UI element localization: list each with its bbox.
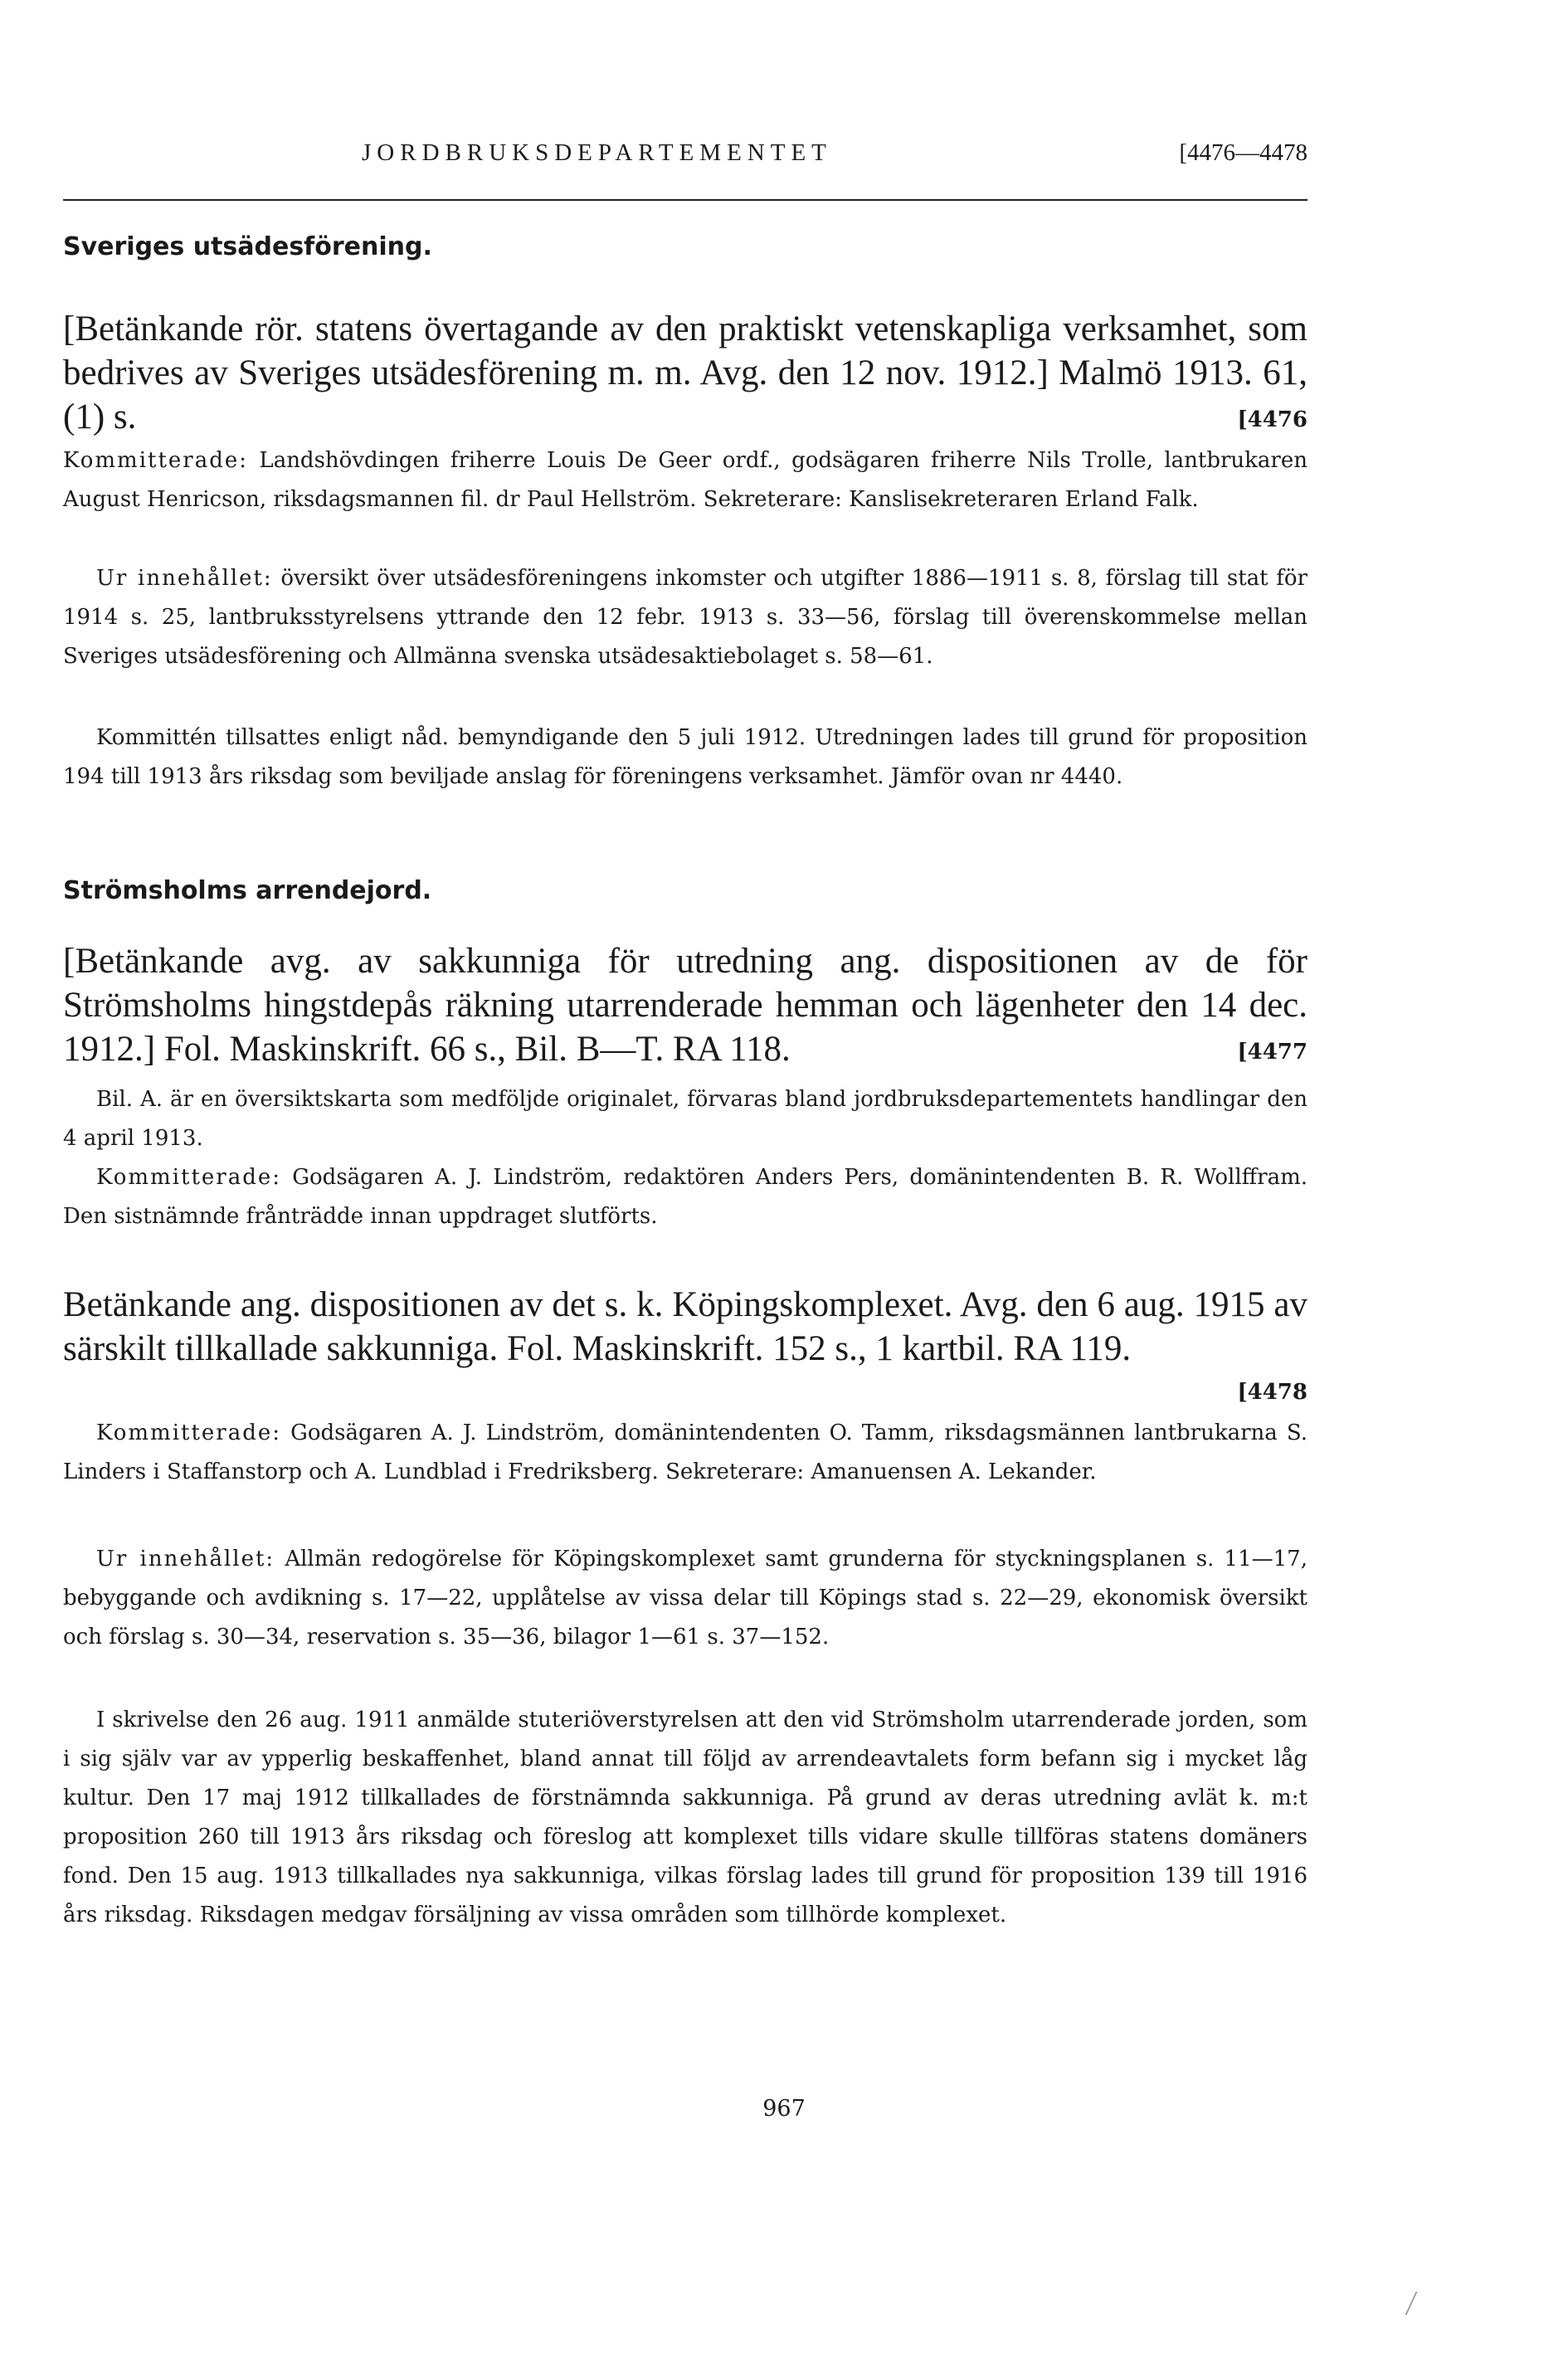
stray-pen-mark — [1405, 2292, 1432, 2315]
running-head-title: JORDBRUKSDEPARTEMENTET — [362, 139, 832, 166]
contents-label: Ur innehållet: — [96, 566, 273, 591]
running-head — [63, 139, 1307, 173]
page-number: 967 — [762, 2096, 806, 2122]
entry-4477-bil — [63, 1080, 1307, 1158]
committee-label: Kommitterade: — [63, 448, 249, 473]
running-head-range: [4476—4478 — [1179, 139, 1307, 166]
entry-4478-ref: [4478 — [1237, 1380, 1307, 1405]
entry-4476-ref: [4476 — [1237, 407, 1307, 432]
entry-4478-committee — [63, 1414, 1307, 1492]
committee-label: Kommitterade: — [96, 1165, 282, 1190]
entry-4476-title-block — [63, 307, 1307, 442]
entry-4477-committee — [63, 1158, 1307, 1236]
entry-4478-title: Betänkande ang. dispositionen av det s. k. Köpingskomplexet. Avg. den 6 aug. 1915 av särskilt tillkallade sakkunniga. Fol. Maskinskrift. 152 s., 1 kartbil. RA 119. — [63, 1285, 1307, 1368]
entry-4476-committee — [63, 441, 1307, 519]
entry-4476-heading: Sveriges utsädesförening. — [63, 232, 432, 261]
entry-4477-title-block — [63, 939, 1307, 1074]
bil-text: Bil. A. är en översiktskarta som medföljde originalet, förvaras bland jordbruksdepartementets handlingar den 4 april 1913. — [63, 1087, 1307, 1151]
committee-text: Godsägaren A. J. Lindström, domänintendenten O. Tamm, riksdagsmännen lantbrukarna S. Linders i Staffanstorp och A. Lundblad i Fredriksberg. Sekreterare: Amanuensen A. Lekander. — [63, 1420, 1307, 1484]
entry-4478-title-block — [63, 1283, 1307, 1415]
entry-4477-heading: Strömsholms arrendejord. — [63, 876, 432, 905]
entry-4476-title: [Betänkande rör. statens övertagande av den praktiskt vetenskapliga verksamhet, som bedrives av Sveriges utsädesförening m. m. Avg. den 12 nov. 1912.] Malmö 1913. 61, (1) s. — [63, 309, 1307, 436]
header-rule — [63, 199, 1307, 201]
contents-text: Allmän redogörelse för Köpingskomplexet samt grunderna för styckningsplanen s. 11—17, bebyggande och avdikning s. 17—22, upplåtelse av vissa delar till Köpings stad s. 22—29, ekonomisk översikt och förslag s. 30—34, reservation s. 35—36, bilagor 1—61 s. 37—152. — [63, 1547, 1307, 1649]
entry-4478-contents — [63, 1540, 1307, 1657]
committee-text: Godsägaren A. J. Lindström, redaktören Anders Pers, domänintendenten B. R. Wollffram. Den sistnämnde frånträdde innan uppdraget slutförts. — [63, 1165, 1308, 1229]
contents-text: översikt över utsädesföreningens inkomster och utgifter 1886—1911 s. 8, förslag till stat för 1914 s. 25, lantbruksstyrelsens yttrande den 12 febr. 1913 s. 33—56, förslag till överenskommelse mellan Sveriges utsädesförening och Allmänna svenska utsädesaktiebolaget s. 58—61. — [63, 566, 1307, 669]
contents-label: Ur innehållet: — [96, 1547, 275, 1571]
entry-4476-note — [63, 719, 1307, 797]
entry-4476-contents — [63, 559, 1307, 676]
entry-4477-ref: [4477 — [1237, 1040, 1307, 1065]
note-text: Kommittén tillsattes enligt nåd. bemyndigande den 5 juli 1912. Utredningen lades till grund för proposition 194 till 1913 års riksdag som beviljade anslag för föreningens verksamhet. Jämför ovan nr 4440. — [63, 725, 1307, 789]
committee-text: Landshövdingen friherre Louis De Geer ordf., godsägaren friherre Nils Trolle, lantbrukaren August Henricson, riksdagsmannen fil. dr Paul Hellström. Sekreterare: Kanslisekreteraren Erland Falk. — [63, 448, 1307, 512]
note-text: I skrivelse den 26 aug. 1911 anmälde stuteriöverstyrelsen att den vid Strömsholm utarrenderade jorden, som i sig själv var av ypperlig beskaffenhet, bland annat till följd av arrendeavtalets form befann sig i mycket låg kultur. Den 17 maj 1912 tillkallades de förstnämnda sakkunniga. På grund av deras utredning avlät k. m:t proposition 260 till 1913 års riksdag och föreslog att komplexet tills vidare skulle tillföras statens domäners fond. Den 15 aug. 1913 tillkallades nya sakkunniga, vilkas förslag lades till grund för proposition 139 till 1916 års riksdag. Riksdagen medgav försäljning av vissa områden som tillhörde komplexet. — [63, 1708, 1307, 1927]
committee-label: Kommitterade: — [96, 1420, 282, 1445]
entry-4477-title: [Betänkande avg. av sakkunniga för utredning ang. dispositionen av de för Strömsholms hingstdepås räkning utarrenderade hemman och lägenheter den 14 dec. 1912.] Fol. Maskinskrift. 66 s., Bil. B—T. RA 118. — [63, 942, 1307, 1069]
entry-4478-note — [63, 1701, 1307, 1935]
